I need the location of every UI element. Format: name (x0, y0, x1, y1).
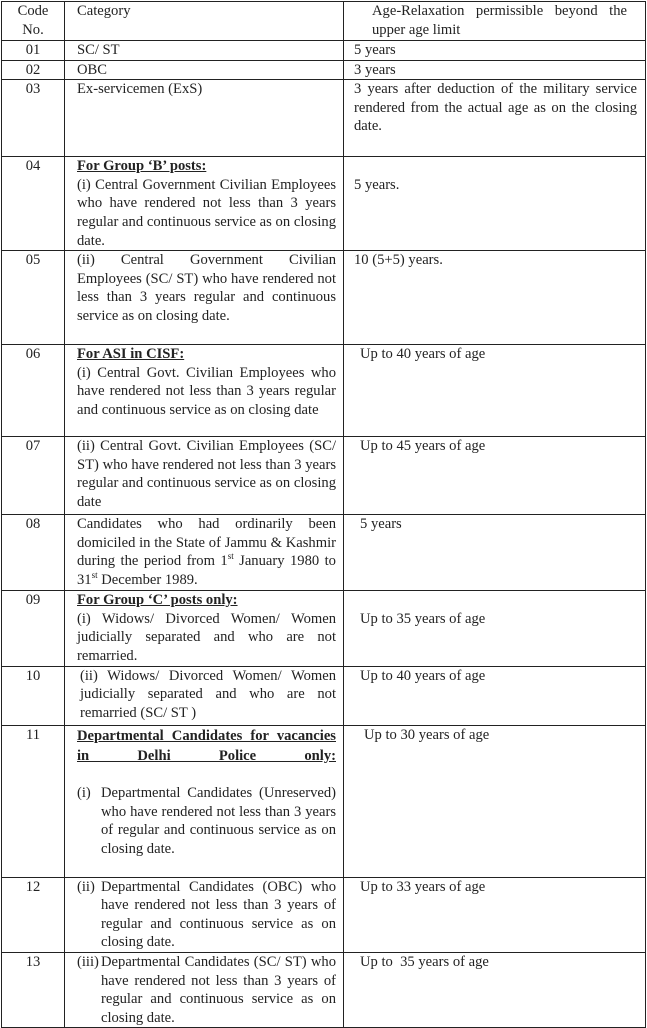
category-cell: OBC (65, 60, 344, 80)
code-cell: 09 (2, 591, 65, 666)
age-cell: Up to 45 years of age (344, 437, 646, 515)
age-relaxation-document (1, 1, 645, 1028)
code-cell: 12 (2, 877, 65, 952)
age-cell: 5 years (344, 41, 646, 61)
age-cell: Up to 35 years of age (344, 952, 646, 1027)
category-cell: Ex-servicemen (ExS) (65, 80, 344, 157)
code-cell: 01 (2, 41, 65, 61)
age-cell: 3 years after deduction of the military service rendered from the actual age as on the closing date. (344, 80, 646, 157)
category-cell: (ii) Central Govt. Civilian Employees (SC/ ST) who have rendered not less than 3 years regular and continuous service as on closing date (65, 437, 344, 515)
age-cell: 5 years. (344, 157, 646, 251)
age-cell: Up to 30 years of age (344, 725, 646, 877)
code-cell: 13 (2, 952, 65, 1027)
table-row (2, 437, 646, 515)
category-cell: For Group ‘C’ posts only: (i) Widows/ Divorced Women/ Women judicially separated and who are not remarried. (65, 591, 344, 666)
code-cell: 06 (2, 345, 65, 437)
table-row (2, 41, 646, 61)
category-cell: For ASI in CISF: (i) Central Govt. Civilian Employees who have rendered not less than 3 years regular and continuous service as on closing date (65, 345, 344, 437)
table-row (2, 60, 646, 80)
code-cell: 07 (2, 437, 65, 515)
table-row (2, 251, 646, 345)
age-relaxation-table (1, 1, 646, 1028)
age-cell: 3 years (344, 60, 646, 80)
category-cell: (ii) Departmental Candidates (OBC) who have rendered not less than 3 years of regular and continuous service as on closing date. (65, 877, 344, 952)
table-row (2, 877, 646, 952)
category-cell: SC/ ST (65, 41, 344, 61)
age-cell: 10 (5+5) years. (344, 251, 646, 345)
section-heading: For Group ‘C’ posts only: (77, 592, 238, 609)
code-cell: 04 (2, 157, 65, 251)
table-row (2, 80, 646, 157)
code-cell: 03 (2, 80, 65, 157)
header-code: Code No. (2, 2, 65, 41)
category-cell: (ii) Central Government Civilian Employees (SC/ ST) who have rendered not less than 3 years regular and continuous service as on closing date. (65, 251, 344, 345)
section-heading: For ASI in CISF: (77, 346, 185, 363)
age-cell: 5 years (344, 515, 646, 591)
age-cell: Up to 40 years of age (344, 666, 646, 725)
code-cell: 08 (2, 515, 65, 591)
table-row (2, 345, 646, 437)
age-cell: Up to 40 years of age (344, 345, 646, 437)
category-cell: For Group ‘B’ posts: (i) Central Government Civilian Employees who have rendered not less than 3 years regular and continuous service as on closing date. (65, 157, 344, 251)
code-cell: 05 (2, 251, 65, 345)
code-cell: 02 (2, 60, 65, 80)
table-row (2, 666, 646, 725)
table-row (2, 725, 646, 877)
code-cell: 11 (2, 725, 65, 877)
section-heading: For Group ‘B’ posts: (77, 158, 207, 175)
category-cell: (ii) Widows/ Divorced Women/ Women judicially separated and who are not remarried (SC/ ST ) (65, 666, 344, 725)
table-row (2, 157, 646, 251)
code-cell: 10 (2, 666, 65, 725)
table-row (2, 591, 646, 666)
table-header-row (2, 2, 646, 41)
header-age-relaxation: Age-Relaxation permissible beyond the upper age limit (344, 2, 646, 41)
category-cell: (iii) Departmental Candidates (SC/ ST) who have rendered not less than 3 years of regular and continuous service as on closing date. (65, 952, 344, 1027)
age-cell: Up to 35 years of age (344, 591, 646, 666)
category-cell: Candidates who had ordinarily been domiciled in the State of Jammu & Kashmir during the period from 1st January 1980 to 31st December 1989. (65, 515, 344, 591)
category-cell: Departmental Candidates for vacancies in Delhi Police only: (i) Departmental Candidates (Unreserved) who have rendered not less than 3 years of regular and continuous service as on closing date. (65, 725, 344, 877)
age-cell: Up to 33 years of age (344, 877, 646, 952)
table-row (2, 515, 646, 591)
header-category: Category (65, 2, 344, 41)
table-row (2, 952, 646, 1027)
section-heading: Departmental Candidates for vacancies in Delhi Police only: (77, 727, 336, 764)
